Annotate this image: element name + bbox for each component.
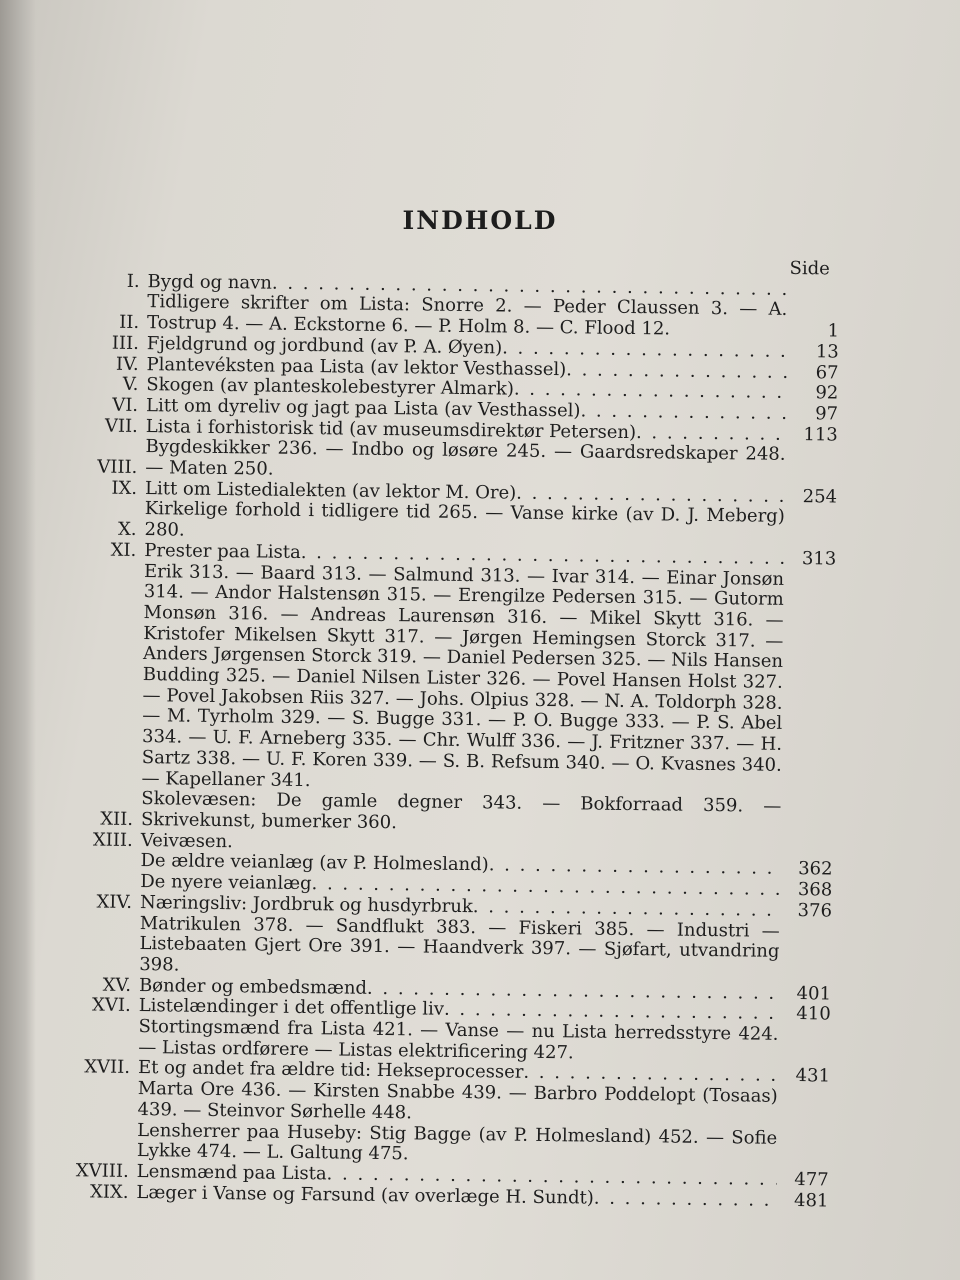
chapter-number: XV. <box>102 974 132 996</box>
entry-title: Litt om Listedialekten (av lektor M. Ore) <box>144 477 517 504</box>
page-number: 1 <box>827 320 840 342</box>
page-number: 401 <box>796 982 832 1005</box>
dot-leader <box>594 1188 777 1211</box>
entry-title: Læger i Vanse og Farsund (av overlæge H. Sundt) <box>136 1181 594 1209</box>
chapter-number: XIII. <box>92 829 133 851</box>
chapter-number: X. <box>117 518 137 541</box>
entry-title: Bønder og embedsmænd <box>138 974 368 999</box>
entry-title: Listelændinger i det offentlige liv <box>138 995 445 1021</box>
entry-title: Litt om dyreliv og jagt paa Lista (av Vesthassel) <box>145 394 581 422</box>
page-number: 97 <box>815 403 839 425</box>
entry-title: De ældre veianlæg (av P. Holmesland) <box>140 850 489 876</box>
chapter-number: IV. <box>115 353 139 375</box>
entry-title: Lensmænd paa Lista <box>136 1160 327 1185</box>
entry-title: Stortingsmænd fra Lista 421. — Vanse — nu Lista herredsstyre 424. — Listas ordførere — Listas elektrificering 427. <box>138 1016 779 1064</box>
page-number: 254 <box>802 485 838 508</box>
page-number: 481 <box>793 1189 829 1212</box>
page-number: 431 <box>795 1065 831 1087</box>
page-number: 376 <box>797 899 833 922</box>
page-number: 368 <box>797 879 833 901</box>
entry-title: Bygd og navn <box>147 270 273 294</box>
page-number: 67 <box>815 361 839 384</box>
chapter-number: XIX. <box>89 1181 129 1203</box>
chapter-number: III. <box>111 332 139 354</box>
chapter-number: XVIII. <box>75 1160 129 1182</box>
entry-title: Tidligere skrifter om Lista: Snorre 2. — Peder Claussen 3. — A. Tostrup 4. — A. Eckstorne 6. — P. Holm 8. — C. Flood 12. <box>146 291 788 340</box>
entry-title: De nyere veianlæg <box>140 871 312 895</box>
chapter-number: XVII. <box>84 1056 131 1079</box>
page-title: INDHOLD <box>402 206 558 235</box>
toc-entry <box>53 561 836 798</box>
page-number: 313 <box>801 547 837 570</box>
chapter-number: II. <box>119 311 140 334</box>
table-of-contents <box>48 250 840 1212</box>
dot-leader <box>566 360 787 383</box>
chapter-number: VIII. <box>97 456 138 478</box>
page-number: 113 <box>803 423 838 446</box>
chapter-number: XVI. <box>91 994 131 1017</box>
page-binding-shadow <box>0 0 36 1280</box>
page-number: 362 <box>798 858 833 880</box>
chapter-number: XII. <box>100 808 134 830</box>
entry-title: Skogen (av planteskolebestyrer Almark) <box>146 374 515 400</box>
entry-title: Lista i forhistorisk tid (av museumsdirektør Petersen) <box>145 415 637 443</box>
page-number: 477 <box>794 1168 829 1191</box>
entry-title: Prester paa Lista <box>144 539 301 563</box>
entry-title: Lensherrer paa Huseby: Stig Bagge (av P. Holmesland) 452. — Sofie Lykke 474. — L. Galtung 475. <box>136 1119 778 1165</box>
entry-title: Næringsliv: Jordbruk og husdyrbruk <box>139 891 473 917</box>
chapter-number: XI. <box>110 539 137 561</box>
entry-title: Et og andet fra ældre tid: Hekseprocesser <box>137 1057 524 1084</box>
chapter-number: VII. <box>104 415 138 437</box>
chapter-number: I. <box>126 270 140 292</box>
entry-title: Skolevæsen: De gamle degner 343. — Bokforraad 359. — Skrivekunst, bumerker 360. <box>140 788 782 834</box>
entry-title: Plantevéksten paa Lista (av lektor Vesthassel) <box>146 353 567 380</box>
entry-title: Matrikulen 378. — Sandflukt 383. — Fiskeri 385. — Industri — Listebaaten Gjert Ore 391. — Haandverk 397. — Sjøfart, utvandring 398. <box>139 912 780 976</box>
entry-title: Kirkelige forhold i tidligere tid 265. — Vanse kirke (av D. J. Meberg) 280. <box>144 498 785 541</box>
side-column-label: Side <box>789 257 830 280</box>
page-number: 13 <box>815 341 839 363</box>
entry-title: Bygdeskikker 236. — Indbo og løsøre 245. — Gaardsredskaper 248. — Maten 250. <box>145 436 786 480</box>
entry-title: Fjeldgrund og jordbund (av P. A. Øyen) <box>146 332 503 359</box>
chapter-number: IX. <box>111 477 138 499</box>
entry-title: Veivæsen. <box>140 829 233 852</box>
entry-title: Marta Ore 436. — Kirsten Snabbe 439. — Barbro Poddelopt (Tosaas) 439. — Steinvor Sørhelle 448. <box>137 1078 778 1124</box>
chapter-number: V. <box>122 373 139 396</box>
toc-entry <box>51 912 832 984</box>
toc-rows <box>48 271 839 1212</box>
chapter-number: VI. <box>112 394 139 416</box>
page-number: 410 <box>796 1003 831 1025</box>
page-number: 92 <box>815 382 839 404</box>
chapter-number: XIV. <box>96 891 133 913</box>
entry-title: Erik 313. — Baard 313. — Salmund 313. — Ivar 314. — Einar Jonsøn 314. — Andor Halstensøn 315. — Erengilze Pedersen 315. — Gutorm Monsøn 316. — Andreas Laurensøn 316. — Mikel Skytt 316. — Kristofer Mikelsen Skytt 317. — Jørgen Hemingsen Storck 317. — Anders Jørgensen Storck 319. — Daniel Pedersen 325. — Nils Hansen Budding 325. — Daniel Nilsen Lister 326. — Povel Hansen Holst 327. — Povel Jakobsen Riis 327. — Johs. Olpius 328. — N. A. Toldorph 328. — M. Tyrholm 329. — S. Bugge 331. — P. O. Bugge 333. — P. S. Abel 334. — U. F. Arneberg 335. — Chr. Wulff 336. — J. Fritzner 337. — H. Sartz 338. — U. F. Koren 339. — S. B. Refsum 340. — O. Kvasnes 340. — Kapellaner 341. <box>141 560 785 791</box>
